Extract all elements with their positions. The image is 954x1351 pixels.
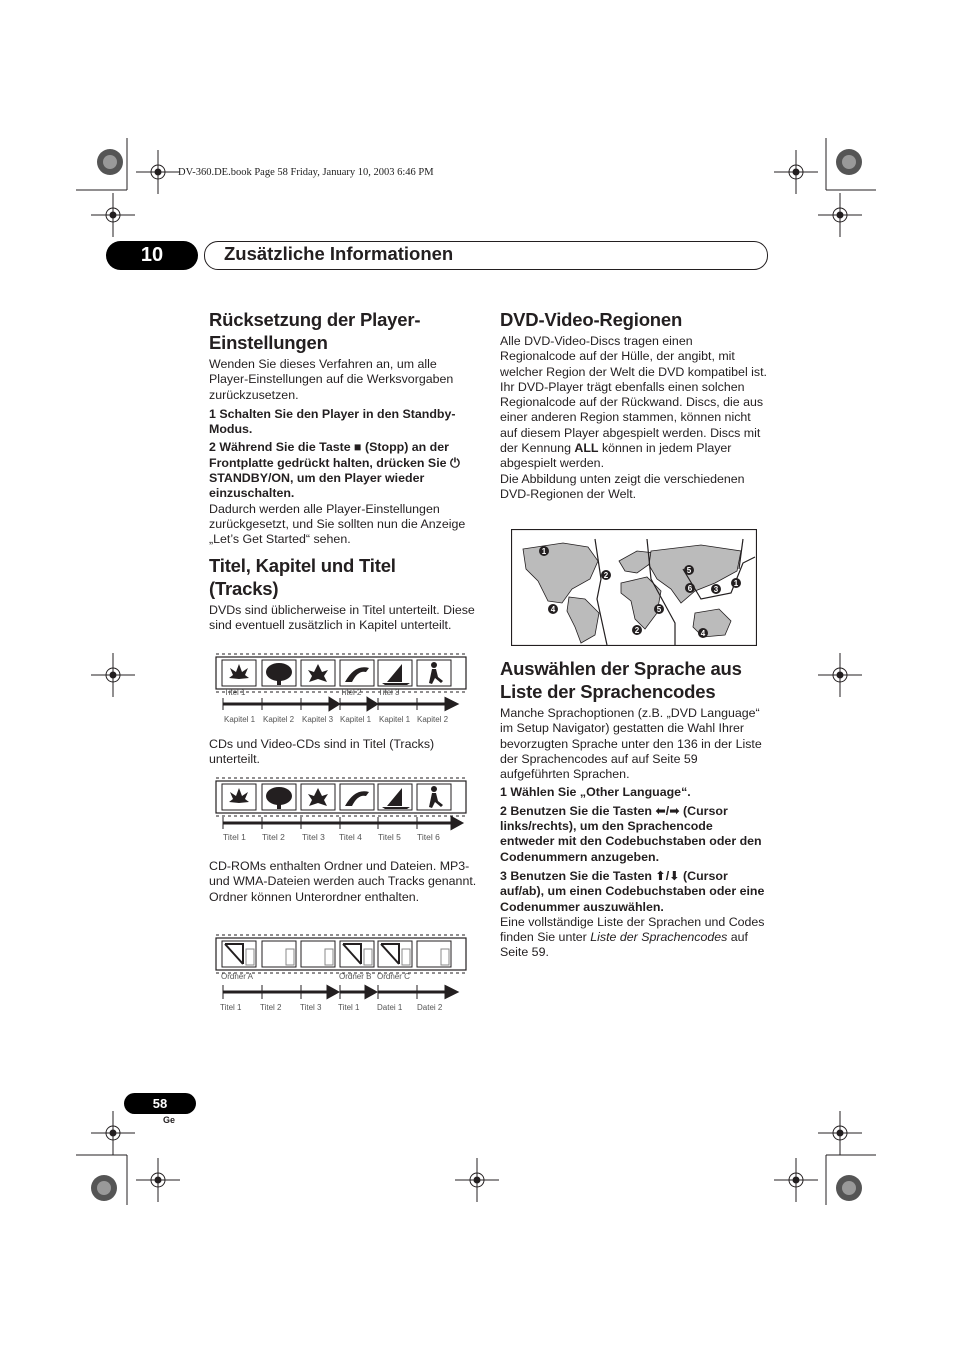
reset-step-2: 2 Während Sie die Taste ■ (Stopp) an der Frontplatte gedrückt halten, drücken Sie ⏻ STANDBY/ON, um den Player wieder einzuschalten. (209, 440, 460, 501)
diagram1-chapter-label-4: Kapitel 1 (340, 715, 372, 724)
diagram2-label-4: Titel 4 (339, 832, 362, 842)
diagram1-chapter-label-1: Kapitel 1 (224, 715, 256, 724)
svg-text:6: 6 (687, 584, 693, 593)
titles-heading: Titel, Kapitel und Titel (Tracks) (209, 554, 396, 599)
diagram2-label-2: Titel 2 (262, 832, 285, 842)
regions-heading: DVD-Video-Regionen (500, 309, 683, 330)
reset-result: Dadurch werden alle Player-Einstellungen zurückgesetzt, und Sie sollten nun die Anzeige „Let’s Get Started“ sehen. (209, 501, 466, 547)
language-intro: Manche Sprachoptionen (z.B. „DVD Language“ im Setup Navigator) gestatten die Wahl Ihrer bevorzugten Sprache unter den 136 in der Liste der Sprachencodes auf auf Seite 59 aufgeführten Sprachen. (500, 706, 762, 782)
diagram1-title-label-2: Titel 2 (340, 688, 362, 697)
diagram1-title-label-1: Titel 1 (224, 688, 246, 697)
diagram3-item-label-6: Datei 2 (417, 1003, 443, 1012)
book-info: DV-360.DE.book Page 58 Friday, January 10, 2003 6:46 PM (178, 167, 434, 178)
diagram2-label-3: Titel 3 (302, 832, 325, 842)
regions-text: Alle DVD-Video-Discs tragen einen Regionalcode auf der Hülle, der angibt, mit welcher Region der Welt die DVD kompatibel ist. Ihr DVD-Player trägt ebenfalls einen solchen Regionalcode auf der Rückwand. Discs, die aus einer anderen Region stammen, können nicht auf diesem Player abgespielt werden. Discs mit der Kennung ALL können in jedem Player abgespielt werden. (500, 334, 767, 471)
reset-intro: Wenden Sie dieses Verfahren an, um alle Player-Einstellungen auf die Werksvorgaben zurückzusetzen. (209, 357, 454, 402)
language-step-2: 2 Benutzen Sie die Tasten ⬅/➡ (Cursor links/rechts), um den Sprachencode entweder mit den Codebuchstaben oder den Codenummern anzugeben. (500, 803, 762, 864)
right-column-bottom (500, 657, 770, 961)
svg-text:3: 3 (713, 585, 719, 594)
titles-intro: DVDs sind üblicherweise in Titel unterteilt. Diese sind eventuell zusätzlich in Kapitel unterteilt. (209, 602, 475, 632)
skater-icon (431, 662, 437, 668)
cd-text: CDs und Video-CDs sind in Titel (Tracks) unterteilt. (209, 737, 435, 767)
diagram2-label-5: Titel 5 (378, 832, 401, 842)
diagram1-chapter-label-2: Kapitel 2 (263, 715, 295, 724)
left-column (209, 308, 479, 633)
page-language-code: Ge (163, 1115, 176, 1125)
diagram3-folder-label-2: Ordner B (339, 972, 372, 981)
dvd-region-map (511, 529, 757, 646)
diagram3-folder-label-3: Ordner C (377, 972, 410, 981)
page-number-badge: 58 (124, 1093, 196, 1114)
diagram1-chapter-label-3: Kapitel 3 (302, 715, 334, 724)
language-step-1: 1 Wählen Sie „Other Language“. (500, 785, 691, 800)
diagram1-title-label-3: Titel 3 (378, 688, 400, 697)
language-final: Eine vollständige Liste der Sprachen und Codes finden Sie unter Liste der Sprachencodes auf Seite 59. (500, 914, 765, 960)
chapter-title: Zusätzliche Informationen (224, 243, 454, 264)
diagram3-item-label-4: Titel 1 (338, 1003, 360, 1012)
right-column-top (500, 308, 768, 502)
diagram1-chapter-label-5: Kapitel 1 (379, 715, 411, 724)
language-heading: Auswählen der Sprache aus Liste der Sprachencodes (500, 658, 742, 702)
regions-text-2: Die Abbildung unten zeigt die verschiedenen DVD-Regionen der Welt. (500, 471, 745, 501)
cdrom-folder-diagram (212, 933, 474, 1017)
diagram2-label-1: Titel 1 (223, 832, 246, 842)
svg-text:5: 5 (656, 605, 662, 614)
chapter-number: 10 (106, 241, 198, 270)
svg-text:1: 1 (733, 579, 739, 588)
diagram3-item-label-2: Titel 2 (260, 1003, 282, 1012)
diagram3-item-label-1: Titel 1 (220, 1003, 242, 1012)
diagram3-folder-label-1: Ordner A (221, 972, 254, 981)
reset-heading: Rücksetzung der Player- Einstellungen (209, 309, 421, 353)
diagram3-item-label-3: Titel 3 (300, 1003, 322, 1012)
svg-text:1: 1 (541, 547, 547, 556)
svg-text:4: 4 (700, 629, 706, 638)
dvd-title-chapter-diagram (212, 652, 474, 728)
cd-track-diagram (212, 776, 474, 846)
diagram2-label-6: Titel 6 (417, 832, 440, 842)
language-step-3: 3 Benutzen Sie die Tasten ⬆/⬇ (Cursor auf/ab), um einen Codebuchstaben oder eine Codenummer auszuwählen. (500, 868, 765, 914)
diagram3-item-label-5: Datei 1 (377, 1003, 403, 1012)
diagram1-chapter-label-6: Kapitel 2 (417, 715, 449, 724)
film-frames (222, 660, 451, 686)
skater-icon (431, 786, 437, 792)
reset-step-1: 1 Schalten Sie den Player in den Standby-Modus. (209, 406, 456, 437)
cdrom-text: CD-ROMs enthalten Ordner und Dateien. MP3- und WMA-Dateien werden auch Tracks genannt. Ordner können Unterordner enthalten. (209, 859, 477, 904)
svg-text:4: 4 (550, 605, 556, 614)
svg-text:5: 5 (686, 566, 692, 575)
svg-text:2: 2 (603, 571, 609, 580)
svg-text:2: 2 (634, 626, 640, 635)
